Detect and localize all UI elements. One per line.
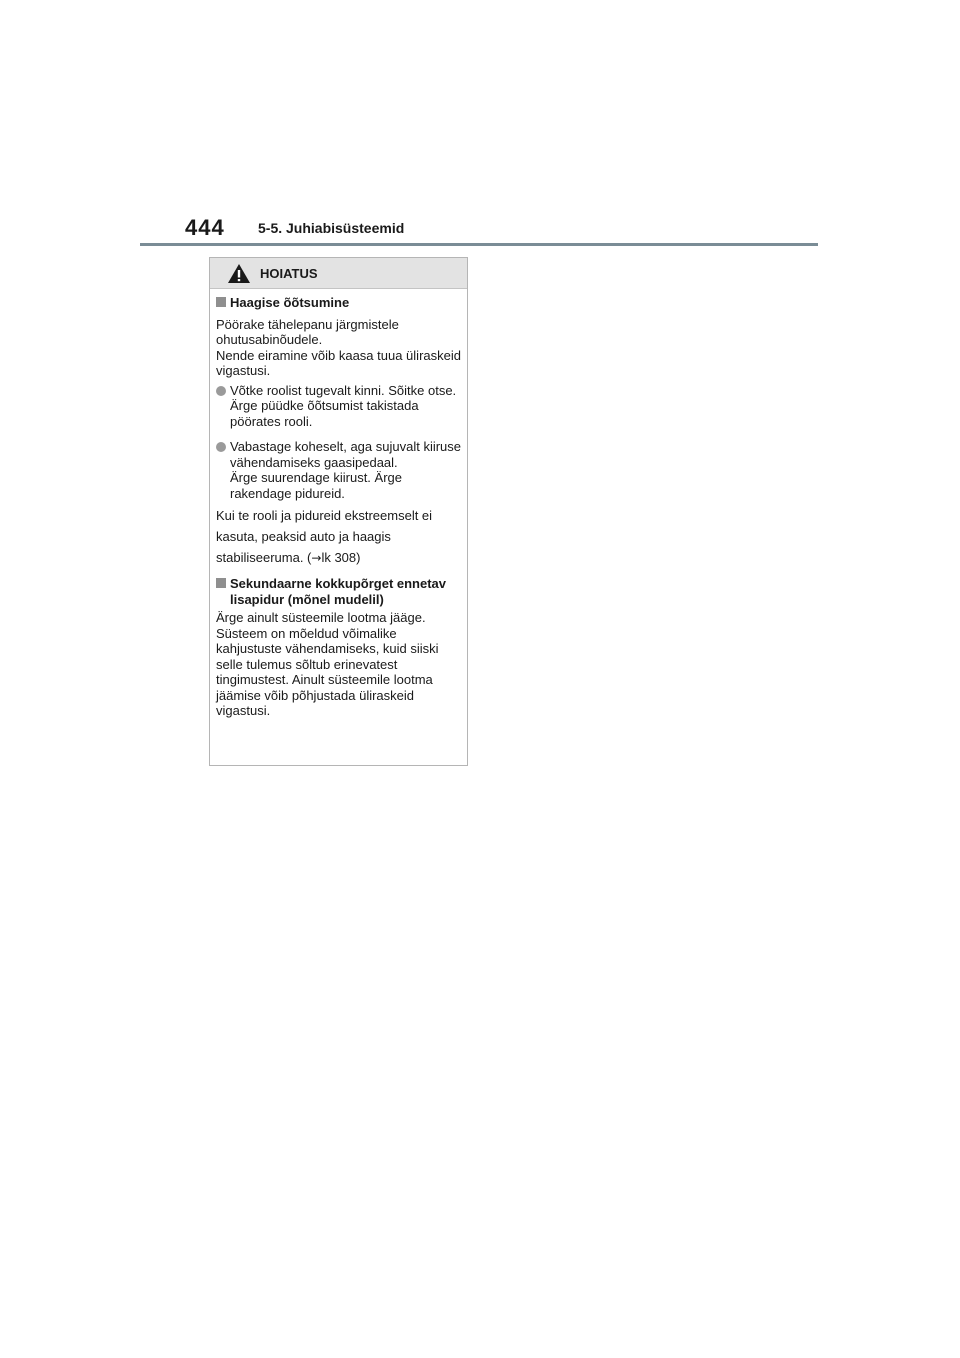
square-bullet-icon bbox=[216, 297, 226, 307]
outro-text: Kui te rooli ja pidureid ekstreemselt ei kasuta, peaksid auto ja haagis stabiliseeruma. ( bbox=[216, 508, 433, 565]
bullet-line-a: Vabastage koheselt, aga sujuvalt kiiruse vähendamiseks gaasipedaal. bbox=[230, 439, 462, 470]
warning-header bbox=[210, 258, 467, 289]
arrow-icon: → bbox=[311, 551, 322, 565]
list-item bbox=[216, 439, 461, 501]
section-heading-trailer-sway bbox=[216, 295, 461, 311]
square-bullet-icon bbox=[216, 578, 226, 588]
paragraph bbox=[216, 317, 461, 379]
bullet-text: Võtke roolist tugevalt kinni. Sõitke otse. Ärge püüdke õõtsumist takistada pöörates rooli. bbox=[230, 382, 457, 429]
warning-title: HOIATUS bbox=[260, 266, 318, 281]
header-rule bbox=[140, 243, 818, 246]
paragraph: Ärge ainult süsteemile lootma jääge. Süsteem on mõeldud võimalike kahjustuste vähendamiseks, kuid siiski selle tulemus sõltub erinevatest tingimustest. Ainult süsteemile lootma jäämise võib põhjustada üliraskeid vigastusi. bbox=[216, 610, 439, 718]
bullet-text bbox=[230, 439, 461, 501]
round-bullet-icon bbox=[216, 386, 226, 396]
section-title: 5-5. Juhiabisüsteemid bbox=[258, 220, 405, 236]
page-number: 444 bbox=[185, 215, 225, 240]
list-item bbox=[216, 383, 461, 430]
round-bullet-icon bbox=[216, 442, 226, 452]
paragraph bbox=[216, 505, 461, 569]
warning-box bbox=[209, 257, 468, 766]
section-heading-collision-brake bbox=[216, 576, 461, 607]
page-reference-link[interactable]: lk 308) bbox=[321, 550, 361, 565]
bullet-line-b: Ärge suurendage kiirust. Ärge rakendage pidureid. bbox=[230, 470, 402, 501]
intro-line-2: Nende eiramine võib kaasa tuua üliraskeid vigastusi. bbox=[216, 347, 461, 378]
warning-content bbox=[210, 289, 467, 719]
intro-line-1: Pöörake tähelepanu järgmistele ohutusabinõudele. bbox=[216, 316, 399, 347]
warning-triangle-icon bbox=[227, 263, 251, 284]
heading-text: Haagise õõtsumine bbox=[230, 295, 350, 310]
heading-text: Sekundaarne kokkupõrget ennetav lisapidur (mõnel mudelil) bbox=[230, 576, 447, 607]
